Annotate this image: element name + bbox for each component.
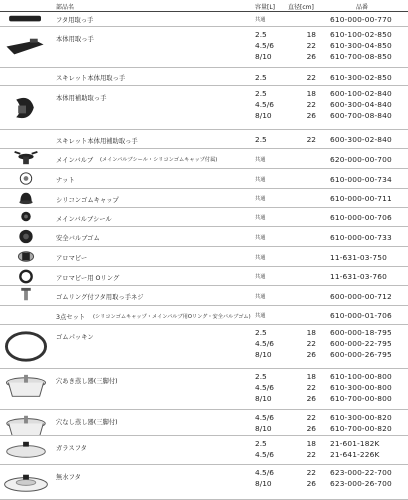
part-name: ナット [56,177,75,184]
part-number-cell: 600-300-04-840 [330,100,392,109]
capacity-cell: 2.5 [255,89,267,98]
capacity-cell: 共通 [255,235,266,241]
gasket-icon [0,325,52,368]
steamer-basket-icon [0,369,52,409]
table-row [0,325,408,369]
diameter-cell: 22 [306,73,316,82]
aroma-bee-icon [0,247,52,266]
part-number-cell: 600-000-00-712 [330,292,392,301]
part-name: スキレット本体用補助取っ手 [56,138,138,145]
diameter-cell: 18 [306,89,316,98]
table-row [0,267,408,286]
part-name: 安全バルブゴム [56,235,100,242]
diameter-cell: 26 [306,424,316,433]
part-number-cell: 610-000-01-706 [330,311,392,320]
glass-lid-icon [0,436,52,464]
main-valve-icon [0,149,52,168]
part-number-cell: 610-700-00-820 [330,424,392,433]
part-number-cell: 610-100-00-800 [330,372,392,381]
table-row [0,27,408,68]
table-row [0,410,408,436]
part-name: 穴あき蒸し器(三脚付) [56,378,118,385]
part-name: シリコンゴムキャップ [56,197,119,204]
capacity-cell: 8/10 [255,394,272,403]
part-name: 3点セット [56,314,86,321]
capacity-cell: 共通 [255,313,266,319]
part-number-cell: 610-300-00-820 [330,413,392,422]
pot-handle-icon [0,27,52,67]
part-name: 穴なし蒸し器(三脚付) [56,419,118,426]
part-name: スキレット本体用取っ手 [56,75,126,82]
part-number-cell: 11-631-03-750 [330,253,387,262]
part-number-cell: 600-700-08-840 [330,111,392,120]
diameter-cell: 22 [306,135,316,144]
part-name: ゴムパッキン [56,334,94,341]
part-name: ガラスフタ [56,445,87,452]
silicone-cap-icon [0,189,52,207]
table-row [0,130,408,149]
capacity-cell: 4.5/6 [255,450,274,459]
diameter-cell: 22 [306,450,316,459]
capacity-cell: 共通 [255,177,266,183]
diameter-cell: 18 [306,439,316,448]
capacity-cell: 共通 [255,274,266,280]
part-number-cell: 600-100-02-840 [330,89,392,98]
part-number-cell: 610-000-00-706 [330,213,392,222]
flat-lid-icon [0,465,52,499]
part-number-cell: 610-300-00-800 [330,383,392,392]
part-name: 本体用補助取っ手 [56,95,107,102]
table-row [0,465,408,500]
part-name-note: (シリコンゴムキャップ・メインバルブ用Oリング・安全バルブゴム) [93,314,251,320]
diameter-cell: 26 [306,111,316,120]
diameter-cell: 18 [306,30,316,39]
part-name: ゴムリング付フタ用取っ手ネジ [56,294,144,301]
part-number-cell: 623-000-26-700 [330,479,392,488]
table-row [0,189,408,208]
capacity-cell: 4.5/6 [255,41,274,50]
diameter-cell: 22 [306,383,316,392]
safety-valve-icon [0,227,52,246]
capacity-cell: 2.5 [255,135,267,144]
table-row [0,149,408,169]
capacity-cell: 8/10 [255,424,272,433]
diameter-cell: 26 [306,52,316,61]
table-row [0,436,408,465]
diameter-cell: 26 [306,350,316,359]
part-number-cell: 21-641-226K [330,450,380,459]
diameter-cell: 22 [306,413,316,422]
diameter-cell: 18 [306,328,316,337]
capacity-cell: 共通 [255,215,266,221]
header-name: 部品名 [56,4,75,11]
part-name: アロマビー用 Oリング [56,275,120,282]
part-number-cell: 11-631-03-760 [330,272,387,281]
part-number-cell: 600-000-26-795 [330,350,392,359]
part-number-cell: 610-000-00-711 [330,194,392,203]
table-row [0,86,408,130]
diameter-cell: 26 [306,479,316,488]
capacity-cell: 共通 [255,157,266,163]
table-row [0,208,408,227]
part-number-cell: 600-000-22-795 [330,339,392,348]
o-ring-icon [0,267,52,285]
capacity-cell: 共通 [255,255,266,261]
capacity-cell: 2.5 [255,439,267,448]
table-row [0,247,408,267]
diameter-cell: 22 [306,41,316,50]
table-row [0,286,408,306]
diameter-cell: 26 [306,394,316,403]
part-number-cell: 610-000-00-733 [330,233,392,242]
side-handle-icon [0,86,52,129]
table-row [0,11,408,27]
capacity-cell: 4.5/6 [255,339,274,348]
table-row [0,369,408,410]
part-name: メインバルブ [56,157,94,164]
part-number-cell: 600-000-18-795 [330,328,392,337]
capacity-cell: 8/10 [255,479,272,488]
header-capacity: 容量[L] [255,4,276,11]
part-name: 本体用取っ手 [56,36,94,43]
header-diameter: 直径[cm] [288,4,314,11]
part-number-cell: 21-601-182K [330,439,380,448]
capacity-cell: 4.5/6 [255,468,274,477]
screw-icon [0,286,52,305]
capacity-cell: 2.5 [255,30,267,39]
capacity-cell: 8/10 [255,52,272,61]
part-name: メインバルブシール [56,216,112,223]
part-name: フタ用取っ手 [56,17,94,24]
steamer-basket-icon [0,410,52,435]
table-row [0,68,408,86]
header-part-no: 品番 [356,4,369,11]
capacity-cell: 共通 [255,196,266,202]
capacity-cell: 4.5/6 [255,383,274,392]
capacity-cell: 共通 [255,17,266,23]
table-row [0,169,408,189]
diameter-cell: 22 [306,339,316,348]
capacity-cell: 2.5 [255,73,267,82]
capacity-cell: 8/10 [255,350,272,359]
part-name: 無水フタ [56,474,81,481]
part-number-cell: 610-700-08-850 [330,52,392,61]
diameter-cell: 22 [306,468,316,477]
diameter-cell: 22 [306,100,316,109]
part-name: アロマビー [56,255,88,262]
capacity-cell: 4.5/6 [255,100,274,109]
part-number-cell: 610-000-00-734 [330,175,392,184]
part-number-cell: 610-700-00-800 [330,394,392,403]
part-number-cell: 610-300-02-850 [330,73,392,82]
capacity-cell: 2.5 [255,372,267,381]
part-number-cell: 620-000-00-700 [330,155,392,164]
capacity-cell: 8/10 [255,111,272,120]
valve-seal-icon [0,208,52,226]
capacity-cell: 4.5/6 [255,413,274,422]
capacity-cell: 共通 [255,294,266,300]
part-name-note: (メインバルブシール・シリコンゴムキャップ付属) [100,157,218,163]
part-number-cell: 610-300-04-850 [330,41,392,50]
part-number-cell: 600-300-02-840 [330,135,392,144]
lid-handle-icon [0,11,52,26]
nut-icon [0,169,52,188]
part-number-cell: 623-000-22-700 [330,468,392,477]
diameter-cell: 18 [306,372,316,381]
table-row [0,227,408,247]
part-number-cell: 610-000-00-770 [330,15,392,24]
capacity-cell: 2.5 [255,328,267,337]
part-number-cell: 610-100-02-850 [330,30,392,39]
table-row [0,306,408,325]
